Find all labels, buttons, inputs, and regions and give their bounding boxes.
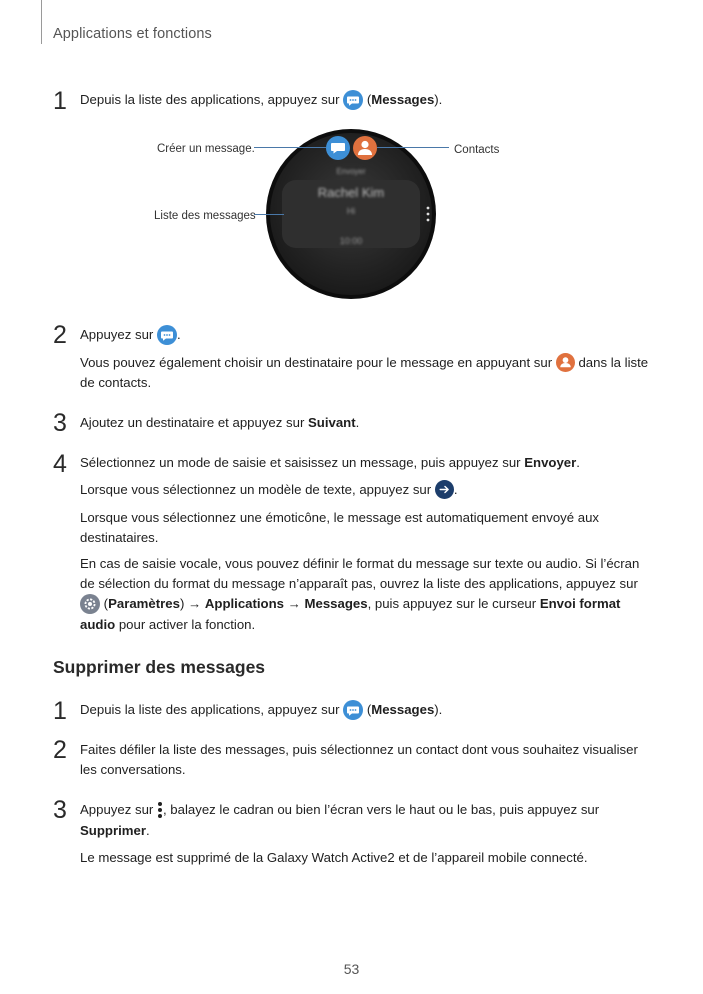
step-bold: Supprimer xyxy=(80,822,146,838)
step-number: 1 xyxy=(53,697,67,725)
step-text xyxy=(80,90,655,111)
step-text-part: . xyxy=(453,482,458,497)
step-text-part: Appuyez sur xyxy=(80,327,157,342)
step-number: 4 xyxy=(53,450,67,478)
send-arrow-icon xyxy=(435,480,454,499)
step-text-part: Ajoutez un destinataire et appuyez sur xyxy=(80,415,308,430)
step-text-part: Depuis la liste des applications, appuyez sur xyxy=(80,702,344,717)
step-bold: Messages xyxy=(371,702,435,717)
step-bold: Applications xyxy=(204,596,284,611)
step-text: Faites défiler la liste des messages, puis sélectionnez un contact dont vous souhaitez visualiser les conversations. xyxy=(80,742,638,777)
step-text-part: . xyxy=(355,415,360,430)
step-text-part: ). xyxy=(434,92,443,107)
step-bold: Envoi format audio xyxy=(80,596,621,632)
step-text-part: ). xyxy=(434,702,443,717)
step-text xyxy=(80,453,655,473)
step-text-part: → xyxy=(284,596,305,611)
step-number: 2 xyxy=(53,321,67,349)
watch-messages-icon xyxy=(326,136,350,160)
step-subtext: Lorsque vous sélectionnez une émoticône, le message est automatiquement envoyé aux destinataires. xyxy=(80,510,600,545)
step-subtext xyxy=(80,480,655,500)
step-text-part: , balayez le cadran ou bien l’écran vers le haut ou le bas, puis appuyez sur xyxy=(162,802,600,817)
section-title: Supprimer des messages xyxy=(53,657,266,677)
step-subtext xyxy=(80,554,655,635)
header-title: Applications et fonctions xyxy=(53,26,212,42)
callout-contacts: Contacts xyxy=(454,144,500,156)
watch-contacts-icon xyxy=(353,136,377,160)
watch-contact-name: Rachel Kim xyxy=(317,185,385,200)
step-text xyxy=(80,800,655,841)
watch-figure xyxy=(150,128,510,300)
step-text-part: pour activer la fonction. xyxy=(115,616,256,632)
step-subtext: Le message est supprimé de la Galaxy Watch Active2 et de l’appareil mobile connecté. xyxy=(80,850,588,865)
step-text-part: → xyxy=(184,596,205,611)
step-text-part: ( xyxy=(363,702,372,717)
step-bold: Suivant xyxy=(308,415,356,430)
step-subtext xyxy=(80,353,655,393)
step-number: 2 xyxy=(53,736,67,764)
watch-line3: 10:00 xyxy=(339,236,363,246)
step-text-part: En cas de saisie vocale, vous pouvez définir le format du message sur texte ou audio. Si l’écran de sélection du format du message n’apparaît pas, ouvrez la liste des applications, appuyez sur xyxy=(80,556,640,591)
settings-icon xyxy=(80,594,100,614)
step-text xyxy=(80,413,655,433)
step-text-part: Lorsque vous sélectionnez un modèle de texte, appuyez sur xyxy=(80,482,435,497)
messages-icon xyxy=(343,90,363,110)
watch-more-icon xyxy=(427,207,430,222)
step-text-part: ( xyxy=(103,596,109,611)
callout-create-message: Créer un message. xyxy=(157,143,255,155)
step-text-part: dans la liste de contacts. xyxy=(80,355,649,391)
step-text-part: Sélectionnez un mode de saisie et saisissez un message, puis appuyez sur xyxy=(80,455,525,470)
more-options-icon xyxy=(157,800,163,820)
watch-top-label: Envoyer xyxy=(336,167,366,176)
step-bold: Messages xyxy=(304,596,368,611)
contacts-icon xyxy=(556,353,575,372)
step-text-part: Depuis la liste des applications, appuyez sur xyxy=(80,92,344,107)
step-bold: Messages xyxy=(371,92,435,107)
watch-line2: Hi xyxy=(346,206,356,216)
step-text-part: Appuyez sur xyxy=(80,802,157,817)
step-text xyxy=(80,325,655,346)
step-text-part: . xyxy=(145,822,150,838)
step-number: 1 xyxy=(53,87,67,115)
callout-message-list: Liste des messages xyxy=(154,210,256,222)
step-bold: Envoyer xyxy=(524,455,577,470)
step-text xyxy=(80,700,655,721)
callout-line xyxy=(254,214,284,215)
step-text-part: . xyxy=(176,327,181,342)
messages-icon xyxy=(157,325,177,345)
step-text-part: ) xyxy=(179,596,185,611)
step-number: 3 xyxy=(53,409,67,437)
step-text-part: . xyxy=(576,455,580,470)
callout-line xyxy=(377,147,449,148)
messages-icon xyxy=(343,700,363,720)
header-rule xyxy=(41,0,42,44)
step-text-part: Vous pouvez également choisir un destinataire pour le message en appuyant sur xyxy=(80,355,556,370)
step-bold: Paramètres xyxy=(108,596,180,611)
callout-line xyxy=(254,147,326,148)
page-number: 53 xyxy=(343,961,360,977)
step-number: 3 xyxy=(53,796,67,824)
step-text-part: , puis appuyez sur le curseur xyxy=(367,596,540,611)
step-text-part: ( xyxy=(363,92,372,107)
